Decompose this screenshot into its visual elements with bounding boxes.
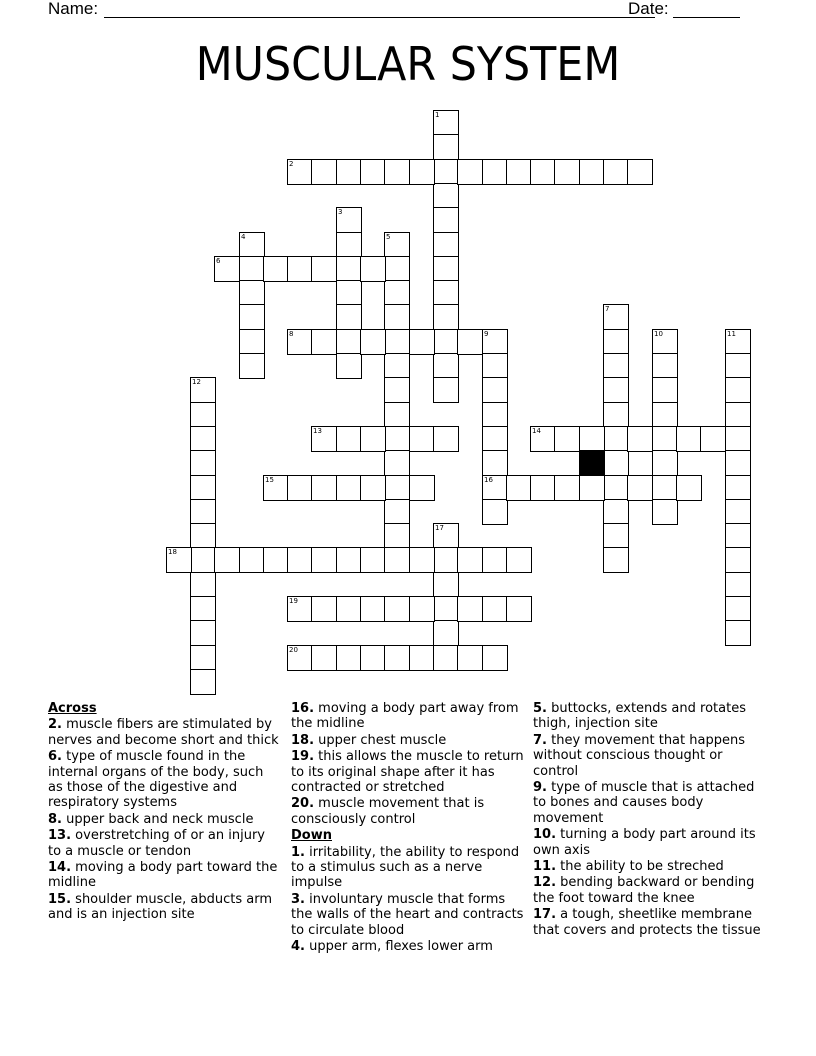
clue-text: muscle fibers are stimulated by nerves and become short and thick bbox=[48, 717, 279, 748]
clue-text: type of muscle that is attached to bones and causes body movement bbox=[533, 780, 755, 826]
grid-cell[interactable] bbox=[554, 475, 580, 501]
grid-cell[interactable] bbox=[239, 232, 265, 258]
grid-cell[interactable] bbox=[457, 159, 483, 185]
grid-cell[interactable] bbox=[239, 280, 265, 306]
grid-cell[interactable] bbox=[457, 547, 483, 573]
clue-across-13 bbox=[48, 828, 280, 859]
grid-cell[interactable] bbox=[336, 475, 362, 501]
clue-number: 6 bbox=[216, 257, 221, 265]
grid-cell[interactable] bbox=[336, 280, 362, 306]
grid-cell[interactable] bbox=[190, 426, 216, 452]
grid-cell[interactable] bbox=[190, 450, 216, 476]
clue-across-8 bbox=[48, 812, 280, 827]
clue-text: buttocks, extends and rotates thigh, injection site bbox=[533, 701, 746, 732]
grid-cell[interactable] bbox=[579, 475, 605, 501]
grid-cell[interactable] bbox=[530, 475, 556, 501]
grid-cell[interactable] bbox=[433, 329, 459, 355]
grid-cell[interactable] bbox=[433, 377, 459, 403]
grid-cell[interactable] bbox=[506, 475, 532, 501]
grid-cell[interactable] bbox=[384, 329, 410, 355]
grid-cell[interactable] bbox=[603, 159, 629, 185]
grid-cell[interactable] bbox=[409, 645, 435, 671]
grid-cell[interactable] bbox=[409, 426, 435, 452]
grid-cell[interactable] bbox=[384, 159, 410, 185]
grid-cell[interactable] bbox=[360, 547, 386, 573]
grid-cell[interactable] bbox=[652, 402, 678, 428]
clue-number-label: 11. bbox=[533, 859, 557, 875]
grid-cell[interactable] bbox=[433, 596, 459, 622]
grid-cell[interactable] bbox=[457, 329, 483, 355]
grid-cell[interactable] bbox=[239, 353, 265, 379]
grid-cell[interactable] bbox=[433, 183, 459, 209]
grid-cell[interactable] bbox=[433, 280, 459, 306]
grid-cell[interactable] bbox=[311, 645, 337, 671]
grid-cell[interactable] bbox=[287, 475, 313, 501]
clue-number: 11 bbox=[727, 330, 736, 338]
grid-cell[interactable] bbox=[336, 304, 362, 330]
clue-number-label: 8. bbox=[48, 811, 62, 827]
grid-cell[interactable] bbox=[384, 547, 410, 573]
clue-text: turning a body part around its own axis bbox=[533, 827, 756, 858]
grid-cell[interactable] bbox=[482, 450, 508, 476]
grid-cell[interactable] bbox=[384, 499, 410, 525]
grid-cell[interactable] bbox=[190, 377, 216, 403]
grid-cell[interactable] bbox=[166, 547, 192, 573]
clue-across-16 bbox=[291, 701, 529, 732]
grid-cell[interactable] bbox=[433, 426, 459, 452]
grid-cell[interactable] bbox=[482, 377, 508, 403]
down-heading: Down bbox=[291, 828, 332, 844]
grid-cell[interactable] bbox=[190, 596, 216, 622]
grid-cell[interactable] bbox=[482, 426, 508, 452]
grid-cell[interactable] bbox=[311, 256, 337, 282]
grid-cell[interactable] bbox=[409, 547, 435, 573]
clue-number-label: 1. bbox=[291, 844, 305, 860]
clue-number: 10 bbox=[654, 330, 663, 338]
grid-cell[interactable] bbox=[506, 547, 532, 573]
grid-cell[interactable] bbox=[384, 280, 410, 306]
grid-cell[interactable] bbox=[360, 329, 386, 355]
grid-cell[interactable] bbox=[311, 475, 337, 501]
grid-cell[interactable] bbox=[433, 207, 459, 233]
grid-cell[interactable] bbox=[239, 329, 265, 355]
grid-cell[interactable] bbox=[725, 499, 751, 525]
clue-down-4 bbox=[291, 939, 529, 954]
grid-cell[interactable] bbox=[336, 353, 362, 379]
grid-cell[interactable] bbox=[409, 159, 435, 185]
clue-number-label: 2. bbox=[48, 717, 62, 733]
grid-cell[interactable] bbox=[239, 256, 265, 282]
grid-cell[interactable] bbox=[433, 572, 459, 598]
clue-column-2 bbox=[291, 700, 529, 955]
grid-cell[interactable] bbox=[676, 426, 702, 452]
clue-text: type of muscle found in the internal organs of the body, such as those of the digestive and respiratory systems bbox=[48, 749, 264, 811]
clue-number-label: 14. bbox=[48, 860, 72, 876]
clue-text: upper back and neck muscle bbox=[66, 811, 254, 827]
grid-cell[interactable] bbox=[627, 159, 653, 185]
clue-number: 3 bbox=[338, 208, 343, 216]
clue-across-19 bbox=[291, 749, 529, 795]
grid-cell[interactable] bbox=[725, 377, 751, 403]
grid-cell[interactable] bbox=[336, 159, 362, 185]
clue-number: 2 bbox=[289, 160, 294, 168]
grid-cell[interactable] bbox=[603, 475, 629, 501]
grid-cell[interactable] bbox=[652, 329, 678, 355]
grid-cell[interactable] bbox=[384, 645, 410, 671]
clue-number-label: 6. bbox=[48, 749, 62, 765]
clue-number: 9 bbox=[484, 330, 489, 338]
grid-cell[interactable] bbox=[579, 159, 605, 185]
grid-cell[interactable] bbox=[652, 450, 678, 476]
grid-cell[interactable] bbox=[409, 329, 435, 355]
grid-cell[interactable] bbox=[603, 304, 629, 330]
grid-cell[interactable] bbox=[725, 329, 751, 355]
grid-cell[interactable] bbox=[287, 159, 313, 185]
grid-cell[interactable] bbox=[263, 256, 289, 282]
clue-number: 19 bbox=[289, 597, 298, 605]
grid-cell[interactable] bbox=[579, 426, 605, 452]
grid-cell[interactable] bbox=[725, 426, 751, 452]
clue-number: 15 bbox=[265, 476, 274, 484]
grid-cell[interactable] bbox=[360, 159, 386, 185]
clue-across-2 bbox=[48, 717, 280, 748]
grid-cell[interactable] bbox=[725, 402, 751, 428]
grid-cell[interactable] bbox=[263, 547, 289, 573]
grid-cell[interactable] bbox=[506, 159, 532, 185]
grid-cell[interactable] bbox=[725, 450, 751, 476]
grid-cell[interactable] bbox=[482, 475, 508, 501]
clue-number-label: 20. bbox=[291, 796, 315, 812]
date-label: Date: bbox=[628, 0, 669, 18]
grid-cell[interactable] bbox=[482, 159, 508, 185]
grid-cell[interactable] bbox=[676, 475, 702, 501]
grid-cell[interactable] bbox=[482, 645, 508, 671]
clue-number-label: 3. bbox=[291, 891, 305, 907]
clue-text: this allows the muscle to return to its original shape after it has contracted or stretched bbox=[291, 749, 524, 796]
clue-number-label: 18. bbox=[291, 732, 315, 748]
grid-cell[interactable] bbox=[652, 426, 678, 452]
clue-across-14 bbox=[48, 860, 280, 891]
clue-column-3 bbox=[533, 700, 771, 938]
clue-text: upper arm, flexes lower arm bbox=[309, 939, 493, 955]
clue-number: 16 bbox=[484, 476, 493, 484]
grid-cell[interactable] bbox=[239, 547, 265, 573]
grid-cell[interactable] bbox=[725, 620, 751, 646]
grid-cell[interactable] bbox=[725, 572, 751, 598]
grid-cell[interactable] bbox=[263, 475, 289, 501]
grid-cell[interactable] bbox=[190, 547, 216, 573]
grid-cell[interactable] bbox=[433, 645, 459, 671]
grid-cell[interactable] bbox=[287, 645, 313, 671]
grid-cell[interactable] bbox=[190, 475, 216, 501]
grid-cell[interactable] bbox=[190, 402, 216, 428]
clue-down-7 bbox=[533, 733, 771, 779]
clue-across-20 bbox=[291, 796, 529, 827]
grid-cell[interactable] bbox=[652, 353, 678, 379]
clue-across-18 bbox=[291, 733, 529, 748]
grid-cell[interactable] bbox=[336, 207, 362, 233]
grid-cell[interactable] bbox=[384, 256, 410, 282]
black-square bbox=[579, 450, 605, 476]
clue-number: 7 bbox=[605, 305, 610, 313]
grid-cell[interactable] bbox=[652, 377, 678, 403]
clue-number: 4 bbox=[241, 233, 246, 241]
grid-cell[interactable] bbox=[384, 475, 410, 501]
grid-cell[interactable] bbox=[190, 645, 216, 671]
grid-cell[interactable] bbox=[530, 159, 556, 185]
grid-cell[interactable] bbox=[433, 353, 459, 379]
clue-text: a tough, sheetlike membrane that covers and protects the tissue bbox=[533, 907, 761, 938]
clue-text: upper chest muscle bbox=[318, 732, 447, 748]
name-label: Name: bbox=[48, 0, 99, 18]
clue-number: 12 bbox=[192, 378, 201, 386]
grid-cell[interactable] bbox=[433, 256, 459, 282]
grid-cell[interactable] bbox=[627, 426, 653, 452]
grid-cell[interactable] bbox=[336, 596, 362, 622]
grid-cell[interactable] bbox=[433, 620, 459, 646]
grid-cell[interactable] bbox=[190, 620, 216, 646]
grid-cell[interactable] bbox=[554, 159, 580, 185]
grid-cell[interactable] bbox=[360, 256, 386, 282]
clue-text: bending backward or bending the foot toward the knee bbox=[533, 875, 755, 906]
grid-cell[interactable] bbox=[482, 329, 508, 355]
grid-cell[interactable] bbox=[433, 134, 459, 160]
clue-down-10 bbox=[533, 827, 771, 858]
grid-cell[interactable] bbox=[214, 256, 240, 282]
grid-cell[interactable] bbox=[433, 110, 459, 136]
grid-cell[interactable] bbox=[506, 596, 532, 622]
clue-text: moving a body part toward the midline bbox=[48, 860, 278, 891]
grid-cell[interactable] bbox=[457, 596, 483, 622]
grid-cell[interactable] bbox=[360, 596, 386, 622]
clue-number: 14 bbox=[532, 427, 541, 435]
clue-number-label: 5. bbox=[533, 701, 547, 716]
clue-text: overstretching of or an injury to a muscle or tendon bbox=[48, 828, 265, 859]
clue-down-1 bbox=[291, 845, 529, 891]
clue-across-15 bbox=[48, 892, 280, 923]
page-title: MUSCULAR SYSTEM bbox=[195, 37, 621, 91]
grid-cell[interactable] bbox=[482, 499, 508, 525]
grid-cell[interactable] bbox=[700, 426, 726, 452]
clue-number: 18 bbox=[168, 548, 177, 556]
grid-cell[interactable] bbox=[287, 547, 313, 573]
clue-text: the ability to be streched bbox=[560, 859, 724, 875]
grid-cell[interactable] bbox=[603, 523, 629, 549]
clue-number-label: 17. bbox=[533, 907, 557, 923]
clue-text: moving a body part away from the midline bbox=[291, 701, 519, 732]
grid-cell[interactable] bbox=[530, 426, 556, 452]
clue-number-label: 16. bbox=[291, 701, 315, 716]
grid-cell[interactable] bbox=[214, 547, 240, 573]
grid-cell[interactable] bbox=[311, 159, 337, 185]
grid-cell[interactable] bbox=[482, 402, 508, 428]
grid-cell[interactable] bbox=[360, 475, 386, 501]
grid-cell[interactable] bbox=[384, 353, 410, 379]
clue-column-1 bbox=[48, 700, 280, 923]
grid-cell[interactable] bbox=[603, 329, 629, 355]
grid-cell[interactable] bbox=[482, 353, 508, 379]
grid-cell[interactable] bbox=[336, 547, 362, 573]
grid-cell[interactable] bbox=[433, 159, 459, 185]
clue-text: involuntary muscle that forms the walls of the heart and contracts to circulate blood bbox=[291, 891, 524, 938]
grid-cell[interactable] bbox=[360, 426, 386, 452]
clue-number-label: 4. bbox=[291, 939, 305, 955]
grid-cell[interactable] bbox=[287, 256, 313, 282]
clue-number: 1 bbox=[435, 111, 440, 119]
clue-number-label: 7. bbox=[533, 732, 547, 748]
grid-cell[interactable] bbox=[311, 426, 337, 452]
grid-cell[interactable] bbox=[384, 304, 410, 330]
clue-number-label: 15. bbox=[48, 891, 72, 907]
grid-cell[interactable] bbox=[336, 329, 362, 355]
clue-number-label: 9. bbox=[533, 780, 547, 796]
clue-number-label: 12. bbox=[533, 875, 557, 891]
clue-text: they movement that happens without conscious thought or control bbox=[533, 732, 745, 779]
grid-cell[interactable] bbox=[311, 596, 337, 622]
grid-cell[interactable] bbox=[360, 645, 386, 671]
grid-cell[interactable] bbox=[603, 547, 629, 573]
grid-cell[interactable] bbox=[603, 499, 629, 525]
clue-number-label: 19. bbox=[291, 749, 315, 765]
grid-cell[interactable] bbox=[190, 499, 216, 525]
grid-cell[interactable] bbox=[384, 402, 410, 428]
clue-down-5 bbox=[533, 701, 771, 732]
grid-cell[interactable] bbox=[384, 232, 410, 258]
grid-cell[interactable] bbox=[652, 499, 678, 525]
grid-cell[interactable] bbox=[239, 304, 265, 330]
grid-cell[interactable] bbox=[384, 377, 410, 403]
grid-cell[interactable] bbox=[287, 329, 313, 355]
clue-across-6 bbox=[48, 749, 280, 811]
grid-cell[interactable] bbox=[433, 547, 459, 573]
clue-number-label: 13. bbox=[48, 828, 72, 844]
clue-number: 8 bbox=[289, 330, 294, 338]
grid-cell[interactable] bbox=[336, 256, 362, 282]
grid-cell[interactable] bbox=[384, 523, 410, 549]
grid-cell[interactable] bbox=[311, 329, 337, 355]
grid-cell[interactable] bbox=[725, 523, 751, 549]
clue-down-17 bbox=[533, 907, 771, 938]
grid-cell[interactable] bbox=[652, 475, 678, 501]
grid-cell[interactable] bbox=[457, 645, 483, 671]
grid-cell[interactable] bbox=[409, 475, 435, 501]
grid-cell[interactable] bbox=[190, 523, 216, 549]
grid-cell[interactable] bbox=[482, 596, 508, 622]
grid-cell[interactable] bbox=[482, 547, 508, 573]
clue-text: irritability, the ability to respond to a stimulus such as a nerve impulse bbox=[291, 844, 520, 891]
grid-cell[interactable] bbox=[409, 596, 435, 622]
clue-number: 17 bbox=[435, 524, 444, 532]
grid-cell[interactable] bbox=[336, 645, 362, 671]
grid-cell[interactable] bbox=[384, 596, 410, 622]
grid-cell[interactable] bbox=[554, 426, 580, 452]
clue-number: 5 bbox=[386, 233, 391, 241]
grid-cell[interactable] bbox=[725, 475, 751, 501]
clue-number-label: 10. bbox=[533, 827, 557, 843]
grid-cell[interactable] bbox=[627, 475, 653, 501]
grid-cell[interactable] bbox=[725, 596, 751, 622]
grid-cell[interactable] bbox=[384, 426, 410, 452]
grid-cell[interactable] bbox=[603, 450, 629, 476]
grid-cell[interactable] bbox=[603, 426, 629, 452]
clue-down-9 bbox=[533, 780, 771, 826]
across-heading: Across bbox=[48, 701, 97, 716]
grid-cell[interactable] bbox=[287, 596, 313, 622]
grid-cell[interactable] bbox=[190, 669, 216, 695]
clue-text: muscle movement that is consciously control bbox=[291, 796, 485, 827]
clue-down-11 bbox=[533, 859, 771, 874]
grid-cell[interactable] bbox=[603, 353, 629, 379]
grid-cell[interactable] bbox=[433, 304, 459, 330]
clue-number: 13 bbox=[313, 427, 322, 435]
grid-cell[interactable] bbox=[190, 572, 216, 598]
grid-cell[interactable] bbox=[336, 426, 362, 452]
grid-cell[interactable] bbox=[725, 547, 751, 573]
clue-text: shoulder muscle, abducts arm and is an injection site bbox=[48, 891, 273, 923]
grid-cell[interactable] bbox=[725, 353, 751, 379]
clue-number: 20 bbox=[289, 646, 298, 654]
clue-down-12 bbox=[533, 875, 771, 906]
grid-cell[interactable] bbox=[336, 232, 362, 258]
grid-cell[interactable] bbox=[311, 547, 337, 573]
grid-cell[interactable] bbox=[433, 232, 459, 258]
grid-cell[interactable] bbox=[603, 377, 629, 403]
grid-cell[interactable] bbox=[603, 402, 629, 428]
clue-down-3 bbox=[291, 892, 529, 938]
grid-cell[interactable] bbox=[433, 523, 459, 549]
grid-cell[interactable] bbox=[384, 450, 410, 476]
